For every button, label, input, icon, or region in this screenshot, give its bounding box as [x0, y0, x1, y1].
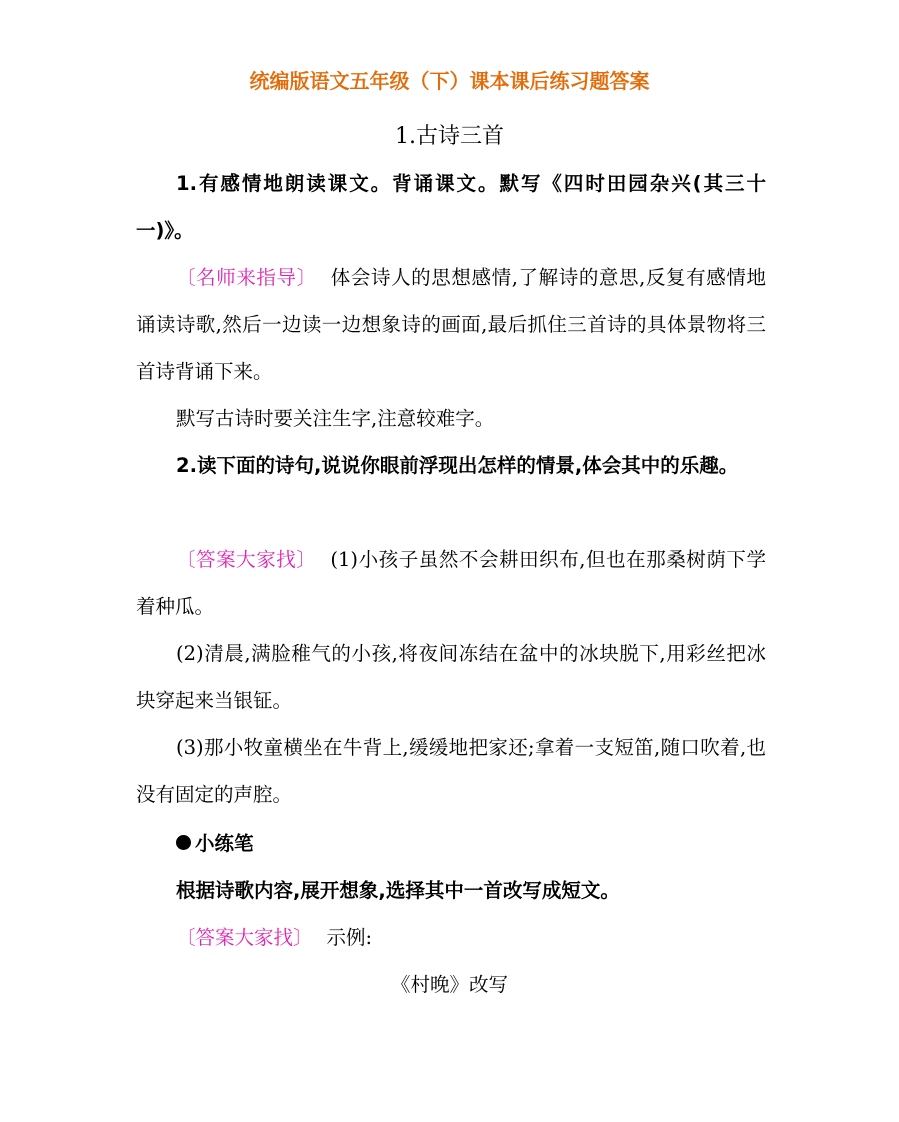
bullet-icon: [176, 835, 191, 850]
answer-1-paragraph: [136, 536, 766, 630]
document-title: 统编版语文五年级（下）课本课后练习题答案: [249, 69, 650, 93]
question-2: [136, 442, 766, 489]
guide-label: 〔名师来指导〕: [176, 266, 317, 289]
answer-3-text: (3)那小牧童横坐在牛背上,缓缓地把家还;拿着一支短笛,随口吹着,也没有固定的声腔。: [136, 736, 766, 806]
answer-2-text: (2)清晨,满脸稚气的小孩,将夜间冻结在盆中的冰块脱下,用彩丝把冰块穿起来当银钲。: [136, 642, 766, 712]
guide-text: 体会诗人的思想感情,了解诗的意思,反复有感情地诵读诗歌,然后一边读一边想象诗的画面,最后抓住三首诗的具体景物将三首诗背诵下来。: [136, 266, 766, 383]
question-1-text: 1.有感情地朗读课文。背诵课文。默写《四时田园杂兴(其三十一)》。: [136, 172, 766, 242]
question-2-text: 2.读下面的诗句,说说你眼前浮现出怎样的情景,体会其中的乐趣。: [176, 454, 739, 477]
practice-task-text: 根据诗歌内容,展开想象,选择其中一首改写成短文。: [176, 879, 620, 902]
dictation-note-text: 默写古诗时要关注生字,注意较难字。: [176, 407, 495, 430]
lesson-title: 1.古诗三首: [395, 124, 504, 149]
example-title: 《村晚》改写: [390, 973, 508, 996]
answer-3-paragraph: [136, 724, 766, 818]
answer-1-text: (1)小孩子虽然不会耕田织布,但也在那桑树荫下学着种瓜。: [136, 548, 766, 618]
practice-heading: [136, 820, 766, 867]
practice-answer: [136, 914, 766, 961]
practice-heading-text: 小练笔: [195, 832, 254, 855]
practice-task: [136, 867, 766, 914]
dictation-note: [136, 395, 766, 442]
answer-2-paragraph: [136, 630, 766, 724]
answer-label: 〔答案大家找〕: [176, 548, 317, 571]
example-label: 示例:: [326, 926, 373, 949]
practice-answer-label: 〔答案大家找〕: [176, 926, 313, 949]
question-1: [136, 160, 766, 254]
guide-paragraph: [136, 254, 766, 395]
